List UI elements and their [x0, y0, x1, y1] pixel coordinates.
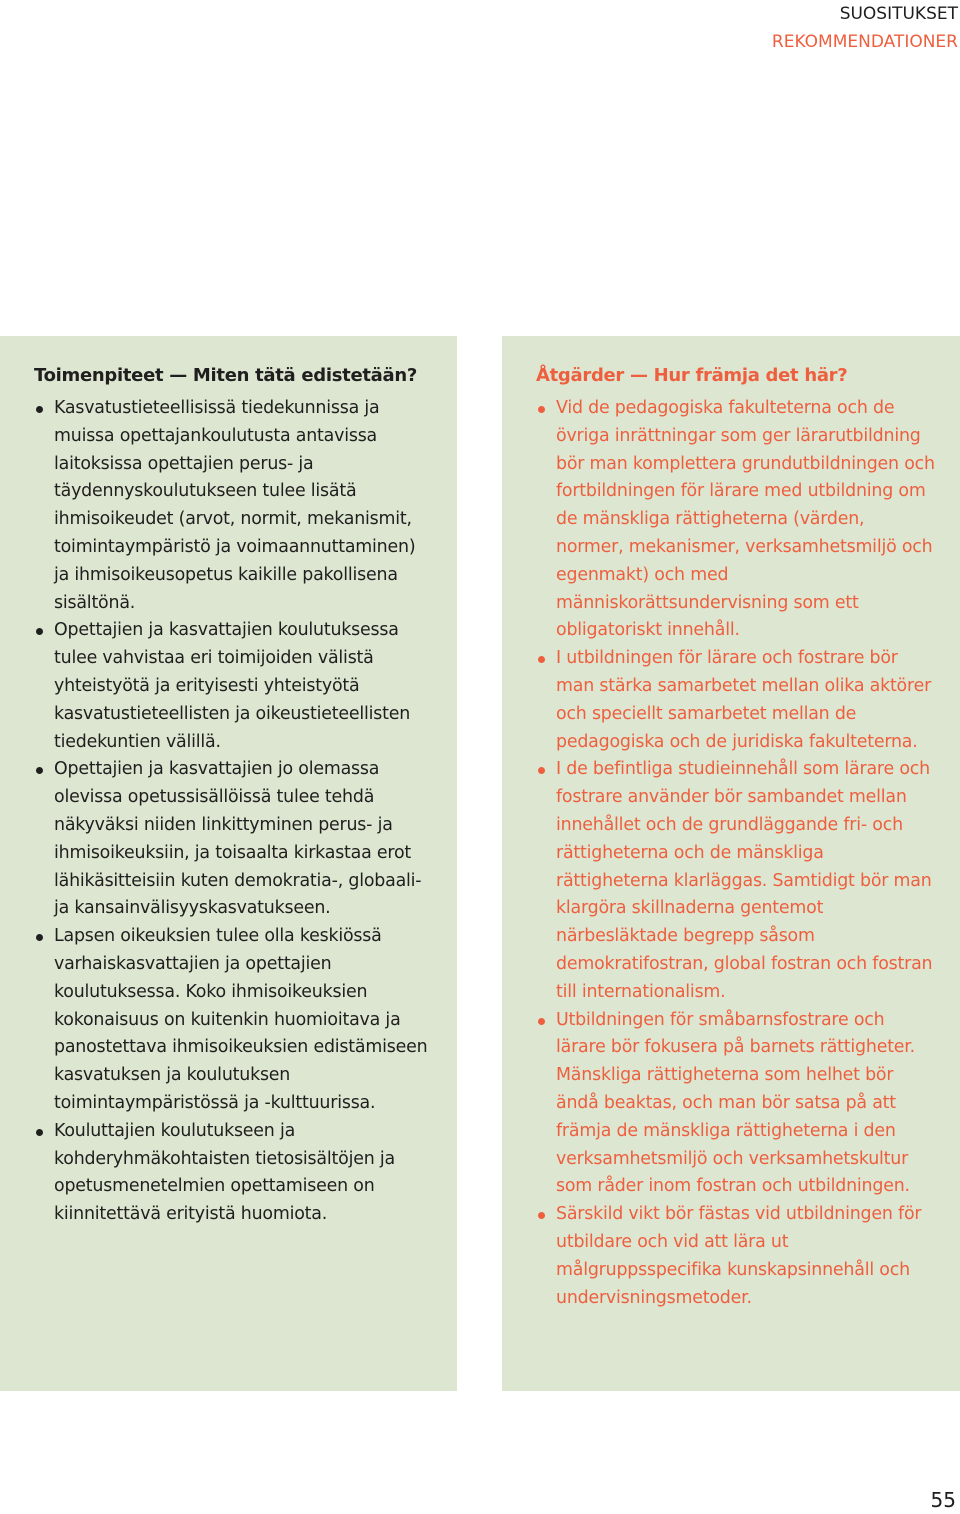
list-item-text: Opettajien ja kasvattajien koulutuksessa tulee vahvistaa eri toimijoiden välistä yhteistyötä ja erityisesti yhteistyötä kasvatustieteellisten ja oikeustieteellisten tiedekuntien välillä. — [54, 620, 411, 752]
bullet-icon — [36, 628, 43, 635]
bullet-icon — [538, 767, 545, 774]
list-item-text: Opettajien ja kasvattajien jo olemassa olevissa opetussisällöissä tulee tehdä näkyväksi niiden linkittyminen perus- ja ihmisoikeuksiin, ja toisaalta kirkastaa erot lähikäsitteisiin kuten demokratia-, globaali- ja kansainvälisyyskasvatukseen. — [54, 759, 422, 919]
list-item-text: Vid de pedagogiska fakulteterna och de övriga inrättningar som ger lärarutbildning bör man komplettera grundutbildningen och fortbildningen för lärare med utbildning om de mänskliga rättigheterna (värden, normer, mekanismer, verksamhetsmiljö och egenmakt) och med människorättsundervisning som ett obligatoriskt innehåll. — [556, 398, 935, 641]
measures-heading-fi: Toimenpiteet — Miten tätä edistetään? — [34, 365, 418, 386]
bullet-icon — [36, 1129, 43, 1136]
list-item — [536, 756, 936, 1006]
list-item-text: I utbildningen för lärare och fostrare bör man stärka samarbetet mellan olika aktörer och speciellt samarbetet mellan de pedagogiska och de juridiska fakulteterna. — [556, 648, 932, 752]
section-title-sv: REKOMMENDATIONER — [771, 32, 958, 52]
list-item — [34, 923, 433, 1118]
list-item-text: Särskild vikt bör fästas vid utbildningen för utbildare och vid att lära ut målgruppsspecifika kunskapsinnehåll och undervisningsmetoder. — [556, 1204, 922, 1308]
list-item — [536, 395, 936, 645]
measures-panel-fi — [0, 336, 457, 1391]
list-item-text: Kouluttajien koulutukseen ja kohderyhmäkohtaisten tietosisältöjen ja opetusmenetelmien opettamiseen on kiinnitettävä erityistä huomiota. — [54, 1120, 395, 1225]
page-number: 55 — [930, 1488, 956, 1512]
measures-panel-sv — [502, 336, 960, 1391]
bullet-icon — [538, 656, 545, 663]
list-item-text: Kasvatustieteellisissä tiedekunnissa ja muissa opettajankoulutusta antavissa laitoksissa opettajien perus- ja täydennyskoulutukseen tulee lisätä ihmisoikeudet (arvot, normit, mekanismit, toimintaympäristö ja voimaannuttaminen) ja ihmisoikeusopetus kaikille pakollisena sisältönä. — [54, 398, 416, 613]
bullet-icon — [538, 1212, 545, 1219]
bullet-icon — [538, 1018, 545, 1025]
section-title-fi: SUOSITUKSET — [839, 4, 958, 24]
bullet-icon — [538, 406, 545, 413]
measures-list-fi — [34, 395, 433, 1229]
measures-heading-sv: Åtgärder — Hur främja det här? — [536, 365, 848, 386]
bullet-icon — [36, 767, 43, 774]
list-item — [34, 395, 433, 617]
list-item — [536, 645, 936, 756]
list-item — [34, 1118, 433, 1229]
list-item — [536, 1201, 936, 1312]
bullet-icon — [36, 406, 43, 413]
list-item-text: Lapsen oikeuksien tulee olla keskiössä varhaiskasvattajien ja opettajien koulutuksessa. Koko ihmisoikeuksien kokonaisuus on kuitenkin huomioitava ja panostettava ihmisoikeuksien edistämiseen kasvatuksen ja koulutuksen toimintaympäristössä ja -kulttuurissa. — [54, 926, 428, 1113]
list-item-text: I de befintliga studieinnehåll som lärare och fostrare använder bör sambandet mellan innehållet och de grundläggande fri- och rättigheterna och de mänskliga rättigheterna klarläggas. Samtidigt bör man klargöra skillnaderna gentemot närbesläktade begrepp såsom demokratifostran, global fostran och fostran till internationalism. — [556, 759, 933, 1002]
measures-list-sv — [536, 395, 936, 1312]
list-item-text: Utbildningen för småbarnsfostrare och lärare bör fokusera på barnets rättigheter. Mänskliga rättigheterna som helhet bör ändå beaktas, och man bör satsa på att främja de mänskliga rättigheterna i den verksamhetsmiljö och verksamhetskultur som råder inom fostran och utbildningen. — [556, 1009, 915, 1197]
list-item — [34, 617, 433, 756]
running-header — [772, 0, 958, 56]
bullet-icon — [36, 934, 43, 941]
list-item — [536, 1007, 936, 1202]
list-item — [34, 756, 433, 923]
